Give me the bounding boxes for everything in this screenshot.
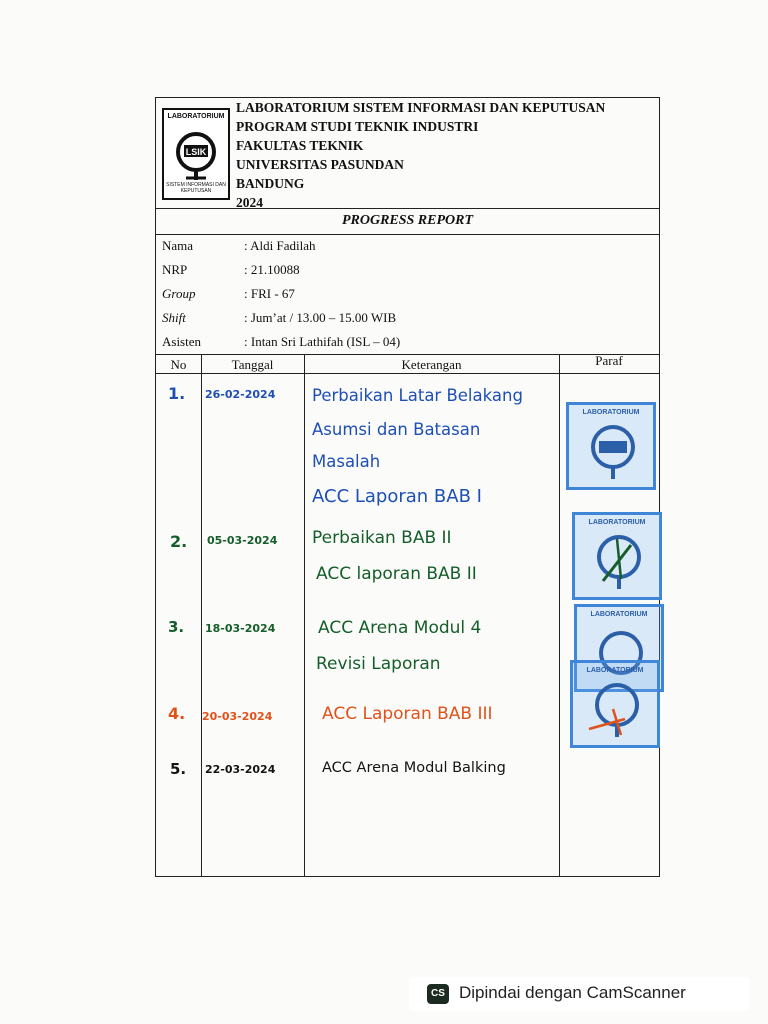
entry-line: Revisi Laporan (316, 654, 441, 674)
entry-line: ACC Laporan BAB I (312, 486, 482, 507)
header-no: No (170, 357, 187, 372)
entry-no: 4. (168, 704, 186, 723)
institution-line: PROGRAM STUDI TEKNIK INDUSTRI (236, 119, 479, 134)
info-key: Asisten (162, 334, 201, 349)
entry-no: 2. (170, 532, 188, 551)
entry-line: Asumsi dan Batasan (312, 420, 481, 439)
stamp-text: LABORATORIUM (588, 519, 646, 526)
institution-line: LABORATORIUM SISTEM INFORMASI DAN KEPUTUSAN (236, 100, 606, 115)
lab-stamp (572, 512, 662, 600)
logo-bottom-text: SISTEM INFORMASI DAN KEPUTUSAN (166, 182, 226, 194)
institution-line: 2024 (236, 195, 263, 210)
column-divider (559, 354, 560, 876)
entry-date: 26-02-2024 (205, 388, 276, 401)
entry-no: 5. (170, 760, 187, 778)
logo-mid-text: LSIK (185, 147, 207, 157)
info-key: Group (162, 286, 196, 301)
stamp-emblem-icon (585, 679, 649, 739)
entry-line: Masalah (312, 452, 381, 471)
lab-stamp (566, 402, 656, 490)
header-date: Tanggal (231, 357, 274, 372)
entry-line: ACC laporan BAB II (316, 564, 477, 584)
stamp-text: LABORATORIUM (590, 611, 648, 618)
entry-no: 3. (168, 618, 185, 636)
stamp-emblem-icon (581, 421, 645, 481)
logo-top-text: LABORATORIUM (167, 113, 225, 120)
stamp-emblem-icon (587, 531, 651, 591)
info-value: : Jum’at / 13.00 – 15.00 WIB (244, 310, 397, 325)
info-key: NRP (162, 262, 188, 277)
header-desc: Keterangan (401, 357, 462, 372)
institution-line: BANDUNG (236, 176, 305, 191)
logo-emblem-icon (174, 126, 218, 182)
institution-line: UNIVERSITAS PASUNDAN (236, 157, 404, 172)
header-sign: Paraf (595, 353, 623, 368)
form-header (156, 98, 659, 209)
info-value: : Intan Sri Lathifah (ISL – 04) (244, 334, 401, 349)
institution-block (236, 98, 605, 212)
entry-date: 22-03-2024 (205, 763, 276, 776)
institution-line: FAKULTAS TEKNIK (236, 138, 364, 153)
stamp-text: LABORATORIUM (582, 409, 640, 416)
column-divider (201, 354, 202, 876)
info-key: Shift (162, 310, 186, 325)
stamp-text: LABORATORIUM (586, 667, 644, 674)
info-value: : Aldi Fadilah (244, 238, 316, 253)
entry-date: 18-03-2024 (205, 622, 276, 635)
camscanner-watermark (409, 977, 749, 1011)
entry-date: 05-03-2024 (207, 534, 278, 547)
entry-line: ACC Arena Modul 4 (318, 618, 482, 638)
lab-logo (162, 108, 230, 200)
report-title: PROGRESS REPORT (156, 208, 659, 235)
camscanner-text: Dipindai dengan CamScanner (459, 983, 686, 1002)
entry-line: Perbaikan BAB II (312, 528, 452, 548)
camscanner-icon: CS (427, 984, 449, 1004)
info-value: : FRI - 67 (244, 286, 295, 301)
entry-line: Perbaikan Latar Belakang (312, 386, 523, 405)
lab-stamp (570, 660, 660, 748)
entry-line: ACC Laporan BAB III (322, 704, 493, 724)
entry-line: ACC Arena Modul Balking (322, 760, 506, 776)
entry-date: 20-03-2024 (202, 710, 273, 723)
column-divider (304, 354, 305, 876)
entry-no: 1. (168, 384, 186, 403)
info-key: Nama (162, 238, 194, 253)
info-value: : 21.10088 (244, 262, 300, 277)
